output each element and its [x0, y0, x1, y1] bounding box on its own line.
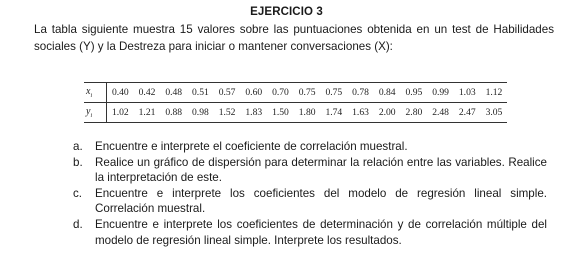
x-value-cell: 0.70	[267, 83, 294, 103]
exercise-title: EJERCICIO 3	[250, 6, 323, 18]
y-value-cell: 3.05	[481, 103, 508, 123]
x-value-cell: 0.75	[294, 83, 321, 103]
y-value-cell: 2.48	[427, 103, 454, 123]
data-table	[84, 82, 507, 123]
x-value-cell: 0.75	[321, 83, 348, 103]
x-value-cell: 0.99	[427, 83, 454, 103]
x-value-cell: 0.51	[187, 83, 214, 103]
y-value-cell: 2.00	[374, 103, 401, 123]
x-value-cell: 1.03	[454, 83, 481, 103]
question-letter: a.	[73, 140, 83, 153]
y-value-cell: 1.80	[294, 103, 321, 123]
y-value-cell: 0.98	[187, 103, 214, 123]
y-value-cell: 1.63	[347, 103, 374, 123]
x-row-label: $x_i$	[84, 83, 107, 103]
x-value-cell: 0.84	[374, 83, 401, 103]
question-item	[73, 217, 547, 248]
y-value-cell: 2.47	[454, 103, 481, 123]
y-value-cell: 1.52	[214, 103, 241, 123]
x-value-cell: 0.40	[107, 83, 134, 103]
y-value-cell: 0.88	[160, 103, 187, 123]
x-value-cell: 0.95	[401, 83, 428, 103]
question-item	[73, 186, 547, 217]
x-row	[84, 83, 507, 103]
question-list	[73, 139, 547, 248]
question-text: Encuentre e interprete los coeficientes de determinación y de correlación múltiple del modelo de regresión lineal simple. Interprete los resultados.	[95, 217, 547, 247]
question-letter: c.	[73, 186, 83, 200]
x-value-cell: 0.78	[347, 83, 374, 103]
question-item	[73, 139, 547, 155]
x-value-cell: 1.12	[481, 83, 508, 103]
y-row	[84, 103, 507, 123]
y-value-cell: 1.02	[107, 103, 134, 123]
y-value-cell: 1.74	[321, 103, 348, 123]
question-letter: b.	[73, 155, 83, 169]
question-letter: d.	[73, 217, 83, 231]
question-text: Encuentre e interprete los coeficientes del modelo de regresión lineal simple. Correlación muestral.	[95, 186, 547, 216]
x-value-cell: 0.42	[134, 83, 161, 103]
x-value-cell: 0.48	[160, 83, 187, 103]
y-value-cell: 1.50	[267, 103, 294, 123]
y-value-cell: 2.80	[401, 103, 428, 123]
intro-paragraph: La tabla siguiente muestra 15 valores sobre las puntuaciones obtenida en un test de Habilidades sociales (Y) y la Destreza para iniciar o mantener conversaciones (X):	[34, 23, 554, 53]
x-value-cell: 0.60	[240, 83, 267, 103]
y-value-cell: 1.21	[134, 103, 161, 123]
x-value-cell: 0.57	[214, 83, 241, 103]
question-text: Encuentre e interprete el coeficiente de correlación muestral.	[95, 140, 408, 153]
y-value-cell: 1.83	[240, 103, 267, 123]
question-text: Realice un gráfico de dispersión para determinar la relación entre las variables. Realice la interpretación de este.	[95, 155, 547, 185]
question-item	[73, 155, 547, 186]
y-row-label: $y_i$	[84, 103, 107, 123]
